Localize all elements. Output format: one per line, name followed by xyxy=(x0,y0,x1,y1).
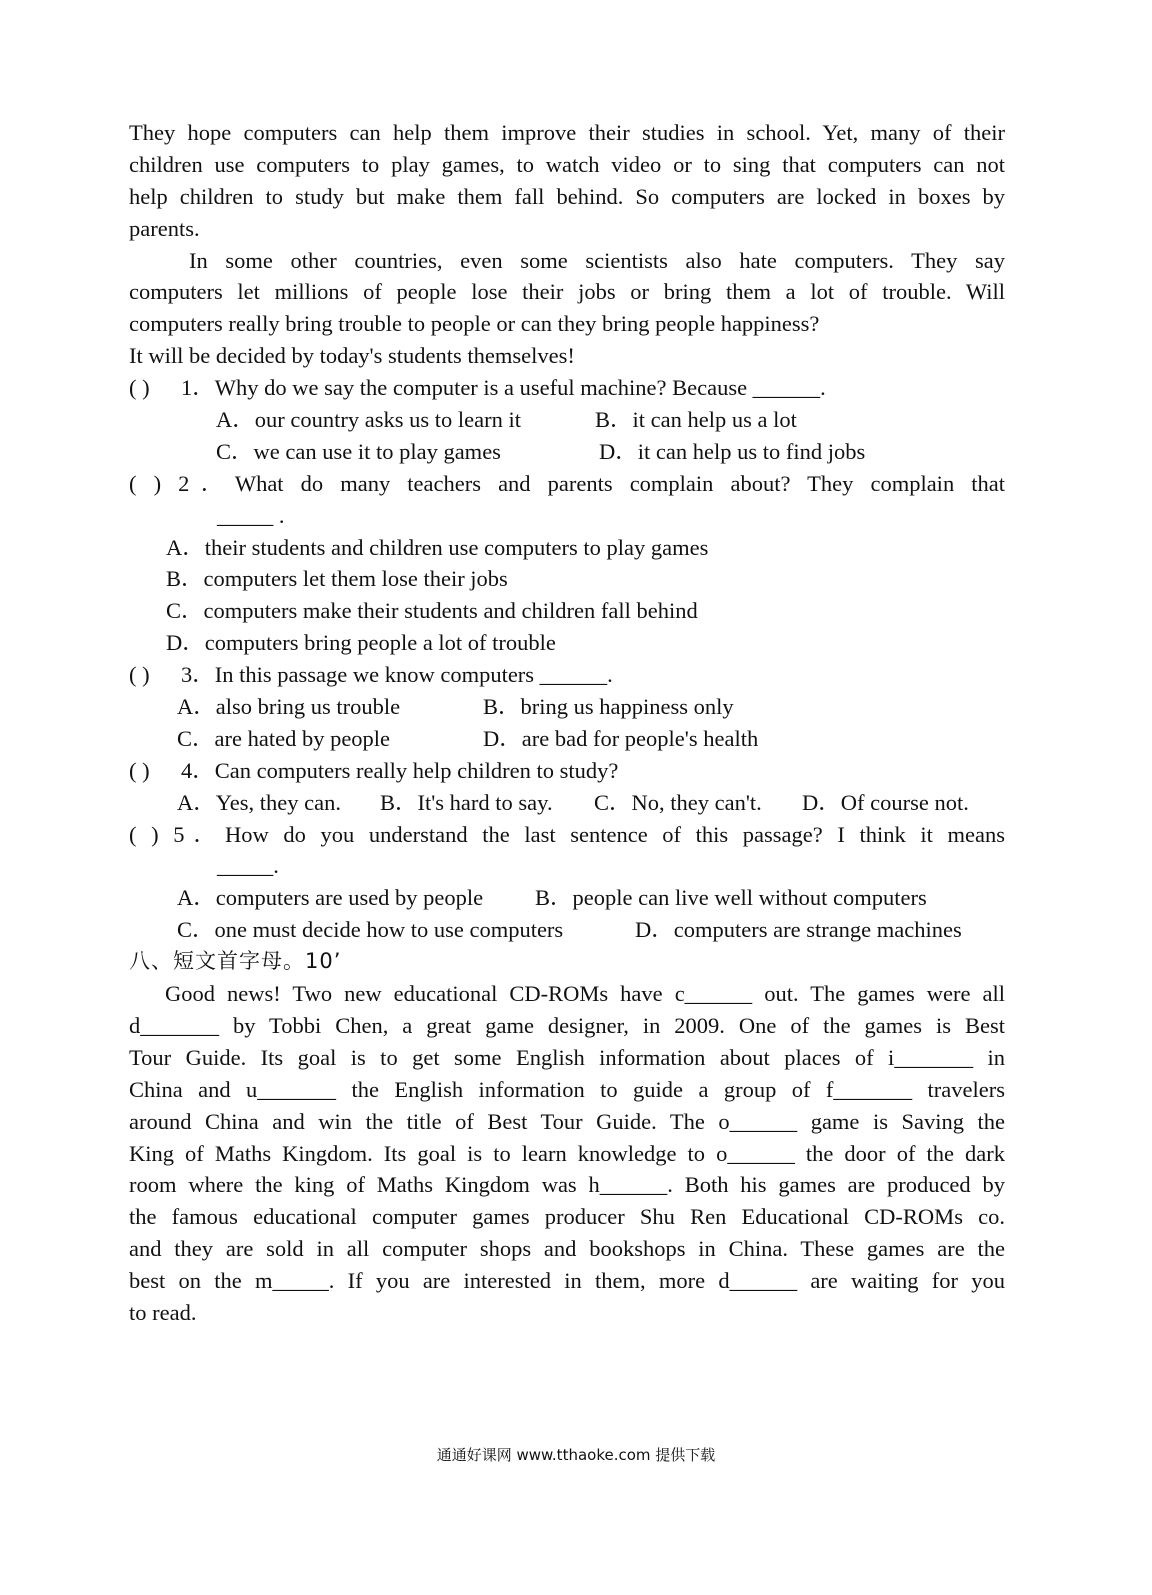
option-c: C．one must decide how to use computers xyxy=(177,917,564,943)
option-d: D．computers bring people a lot of trouble xyxy=(166,630,556,656)
option-a: A．computers are used by people xyxy=(177,885,484,911)
cloze-line: King of Maths Kingdom. Its goal is to learn knowledge to o______ the door of the dark xyxy=(129,1140,1005,1166)
question-stem: 4．Can computers really help children to study? xyxy=(181,757,619,783)
options-row xyxy=(129,436,1005,468)
option-c: C．No, they can't. xyxy=(594,789,762,815)
question-2 xyxy=(129,468,1005,500)
cloze-line: to read. xyxy=(129,1299,197,1325)
passage-line: computers let millions of people lose their jobs or bring them a lot of trouble. Will xyxy=(129,279,1005,305)
question-stem-continuation: _____ . xyxy=(217,502,285,528)
option-b: B．computers let them lose their jobs xyxy=(166,566,508,592)
option-c: C．we can use it to play games xyxy=(216,438,501,464)
cloze-line: Tour Guide. Its goal is to get some English information about places of i_______ in xyxy=(129,1044,1005,1070)
option-b: B．bring us happiness only xyxy=(483,694,734,720)
section-heading: 八、短文首字母。10’ xyxy=(129,949,342,974)
option-a: A．their students and children use computers to play games xyxy=(166,534,709,560)
question-stem-continuation: _____. xyxy=(217,853,279,879)
option-d: D．are bad for people's health xyxy=(483,725,759,751)
question-stem: 2．What do many teachers and parents complain about? They complain that xyxy=(178,470,1006,496)
page-footer: 通通好课网 www.tthaoke.com 提供下载 xyxy=(436,1446,716,1464)
document-body xyxy=(129,117,1005,1329)
question-3 xyxy=(129,659,1005,691)
answer-bracket: ( ) xyxy=(129,821,159,847)
passage-line: children use computers to play games, to watch video or to sing that computers can not xyxy=(129,151,1005,177)
cloze-line: Good news! Two new educational CD-ROMs have c______ out. The games were all xyxy=(165,981,1005,1007)
answer-bracket: ( ) xyxy=(129,470,162,496)
question-stem: 5．How do you understand the last sentence of this passage? I think it means xyxy=(173,821,1005,847)
options-row xyxy=(129,787,1005,819)
options-row xyxy=(129,723,1005,755)
passage-line: parents. xyxy=(129,215,200,241)
cloze-line: d_______ by Tobbi Chen, a great game designer, in 2009. One of the games is Best xyxy=(129,1012,1005,1038)
options-row xyxy=(129,691,1005,723)
options-row xyxy=(129,404,1005,436)
option-d: D．it can help us to find jobs xyxy=(599,438,866,464)
passage-line: They hope computers can help them improve their studies in school. Yet, many of their xyxy=(129,120,1005,145)
options-row xyxy=(129,882,1005,914)
option-c: C．are hated by people xyxy=(177,725,391,751)
passage-line: In some other countries, even some scientists also hate computers. They say xyxy=(189,247,1005,273)
options-row xyxy=(129,914,1005,946)
option-a: A．our country asks us to learn it xyxy=(216,407,521,433)
cloze-line: around China and win the title of Best Tour Guide. The o______ game is Saving the xyxy=(129,1108,1005,1134)
answer-bracket: ( ) xyxy=(129,375,150,401)
question-1 xyxy=(129,372,1005,404)
question-5 xyxy=(129,819,1005,851)
question-stem: 3．In this passage we know computers ______. xyxy=(181,662,613,688)
option-b: B．it can help us a lot xyxy=(595,407,797,433)
cloze-line: China and u_______ the English information to guide a group of f_______ travelers xyxy=(129,1076,1005,1102)
answer-bracket: ( ) xyxy=(129,757,150,783)
passage-line: computers really bring trouble to people or can they bring people happiness? xyxy=(129,311,820,337)
cloze-line: room where the king of Maths Kingdom was h______. Both his games are produced by xyxy=(129,1172,1005,1198)
passage-line: help children to study but make them fall behind. So computers are locked in boxes by xyxy=(129,183,1005,209)
option-a: A．Yes, they can. xyxy=(177,789,341,815)
option-d: D．computers are strange machines xyxy=(635,917,962,943)
answer-bracket: ( ) xyxy=(129,662,150,688)
option-b: B．It's hard to say. xyxy=(380,789,553,815)
question-stem: 1．Why do we say the computer is a useful machine? Because ______. xyxy=(181,375,826,401)
cloze-line: and they are sold in all computer shops and bookshops in China. These games are the xyxy=(129,1236,1005,1262)
cloze-line: the famous educational computer games producer Shu Ren Educational CD-ROMs co. xyxy=(129,1204,1005,1230)
option-b: B．people can live well without computers xyxy=(535,885,927,911)
passage-line: It will be decided by today's students themselves! xyxy=(129,343,575,369)
option-d: D．Of course not. xyxy=(802,789,969,815)
option-c: C．computers make their students and children fall behind xyxy=(166,598,698,624)
question-4 xyxy=(129,755,1005,787)
cloze-line: best on the m_____. If you are interested in them, more d______ are waiting for you xyxy=(129,1268,1005,1294)
option-a: A．also bring us trouble xyxy=(177,694,401,720)
